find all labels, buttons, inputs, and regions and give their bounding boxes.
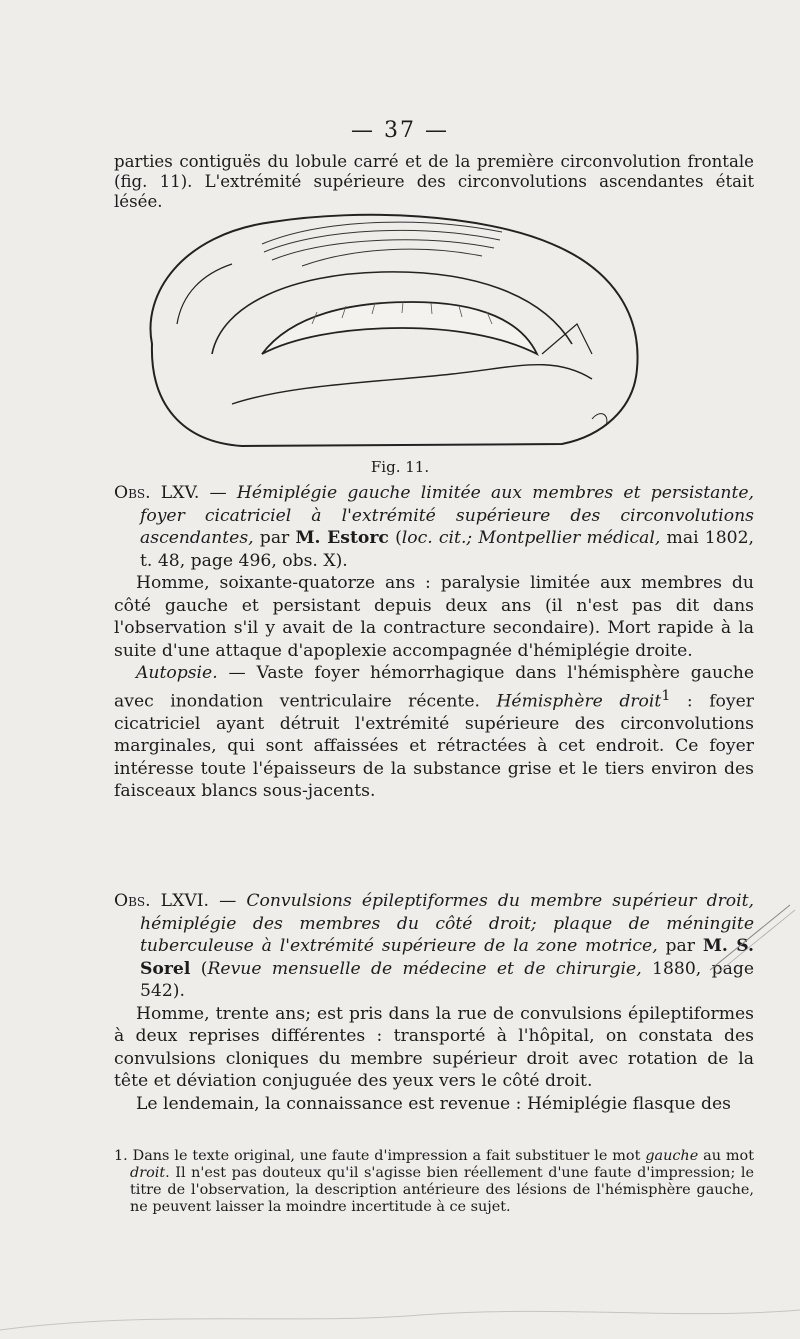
obs-66-label: Obs. LXVI. — [114, 891, 209, 911]
obs-66-heading — [114, 890, 754, 1003]
obs-65-title: Hémiplégie gauche limitée aux membres et persistante, foyer cicatriciel à l'extrémité supérieure des circonvolutions ascendantes, — [140, 483, 754, 548]
figure-caption: Fig. 11. — [370, 458, 430, 476]
obs-65-by: par — [253, 528, 296, 548]
lesion-hatching — [262, 222, 502, 266]
obs-65-citation-open: ( — [388, 528, 402, 548]
page-number: — 37 — — [351, 118, 449, 143]
obs-65-citation-rest: mai 1802, t. 48, page 496, obs. X). — [140, 528, 754, 571]
obs-65-label: Obs. LXV. — [114, 483, 200, 503]
paper-fold-mark — [690, 900, 800, 980]
obs-66-citation-open: ( — [190, 958, 208, 979]
obs-66-followup: Le lendemain, la connaissance est revenue : Hémiplégie flasque des — [136, 1093, 731, 1114]
intro-paragraph — [114, 152, 754, 212]
obs-66-citation-source: Revue mensuelle de médecine et de chirurgie, — [207, 958, 642, 979]
calcarine-sulcus — [542, 324, 592, 354]
obs-66-by: par — [657, 936, 703, 956]
intro-text: parties contiguës du lobule carré et de la première circonvolution frontale (fig. 11). L'extrémité supérieure des circonvolutions ascendantes était lésée. — [114, 152, 754, 211]
footnote-text-a: Dans le texte original, une faute d'impression a fait substituer le mot — [127, 1148, 646, 1164]
footnote-word-gauche: gauche — [645, 1148, 699, 1164]
frontal-sulcus — [177, 264, 232, 324]
observation-66 — [114, 890, 754, 1115]
page-bottom-edge — [0, 1270, 800, 1339]
autopsy-text-a: — Vaste foyer hémorrhagique dans l'hémisphère gauche avec inondation ventriculaire récente. — [114, 663, 754, 712]
observation-65 — [114, 482, 754, 803]
obs-65-author: M. Estorc — [295, 528, 389, 548]
obs-65-autopsy — [114, 662, 754, 803]
obs-66-title: Convulsions épileptiformes du membre supérieur droit, hémiplégie des membres du côté droit; plaque de méningite tuberculeuse à l'extrémité supérieure de la zone motrice, — [140, 891, 755, 956]
footnote-text-b: au mot — [698, 1148, 754, 1164]
footnote — [114, 1148, 754, 1216]
footnote-text-c: . Il n'est pas douteux qu'il s'agisse bien réellement d'une faute d'impression; le titre de l'observation, la description antérieure des lésions de l'hémisphère gauche, ne peuvent laisser la moindre incertitude à ce sujet. — [130, 1165, 754, 1215]
obs-66-case: Homme, trente ans; est pris dans la rue de convulsions épileptiformes à deux reprises différentes : transporté à l'hôpital, on constata des convulsions cloniques du membre supérieur droit avec rotation de la tête et déviation conjuguée des yeux vers le côté droit. — [114, 1003, 754, 1091]
corpus-callosum — [262, 302, 537, 354]
obs-65-case: Homme, soixante-quatorze ans : paralysie limitée aux membres du côté gauche et persistant depuis deux ans (il n'est pas dit dans l'observation s'il y avait de la contracture secondaire). Mort rapide à la suite d'une attaque d'apoplexie accompagnée d'hémiplégie droite. — [114, 573, 754, 661]
footnote-word-droit: droit — [130, 1165, 166, 1181]
obs-65-heading — [114, 482, 754, 572]
hemisphere-label: Hémisphère droit — [496, 691, 662, 712]
obs-65-citation-source: loc. cit.; Montpellier médical, — [401, 528, 661, 548]
footnote-1 — [114, 1148, 754, 1216]
obs-66-dash: — — [209, 891, 247, 911]
autopsy-text-b: : foyer cicatriciel ayant détruit l'extrémité supérieure des circonvolutions marginales, qui sont affaissées et rétractées à cet endroit. Ce foyer intéresse toute l'épaisseurs de la substance grise et le tiers environ des faisceaux blancs sous-jacents. — [114, 691, 755, 802]
autopsy-label: Autopsie. — [136, 663, 218, 683]
footnote-ref[interactable]: 1 — [661, 687, 671, 704]
obs-66-author: M. S. Sorel — [140, 936, 754, 979]
obs-65-dash: — — [199, 483, 237, 503]
lower-sulcus — [232, 365, 592, 404]
brain-hemisphere-figure — [122, 204, 662, 454]
obs-66-citation-rest: 1880, page 542). — [140, 958, 755, 1001]
occipital-mark — [592, 414, 607, 426]
footnote-number: 1. — [114, 1148, 128, 1164]
